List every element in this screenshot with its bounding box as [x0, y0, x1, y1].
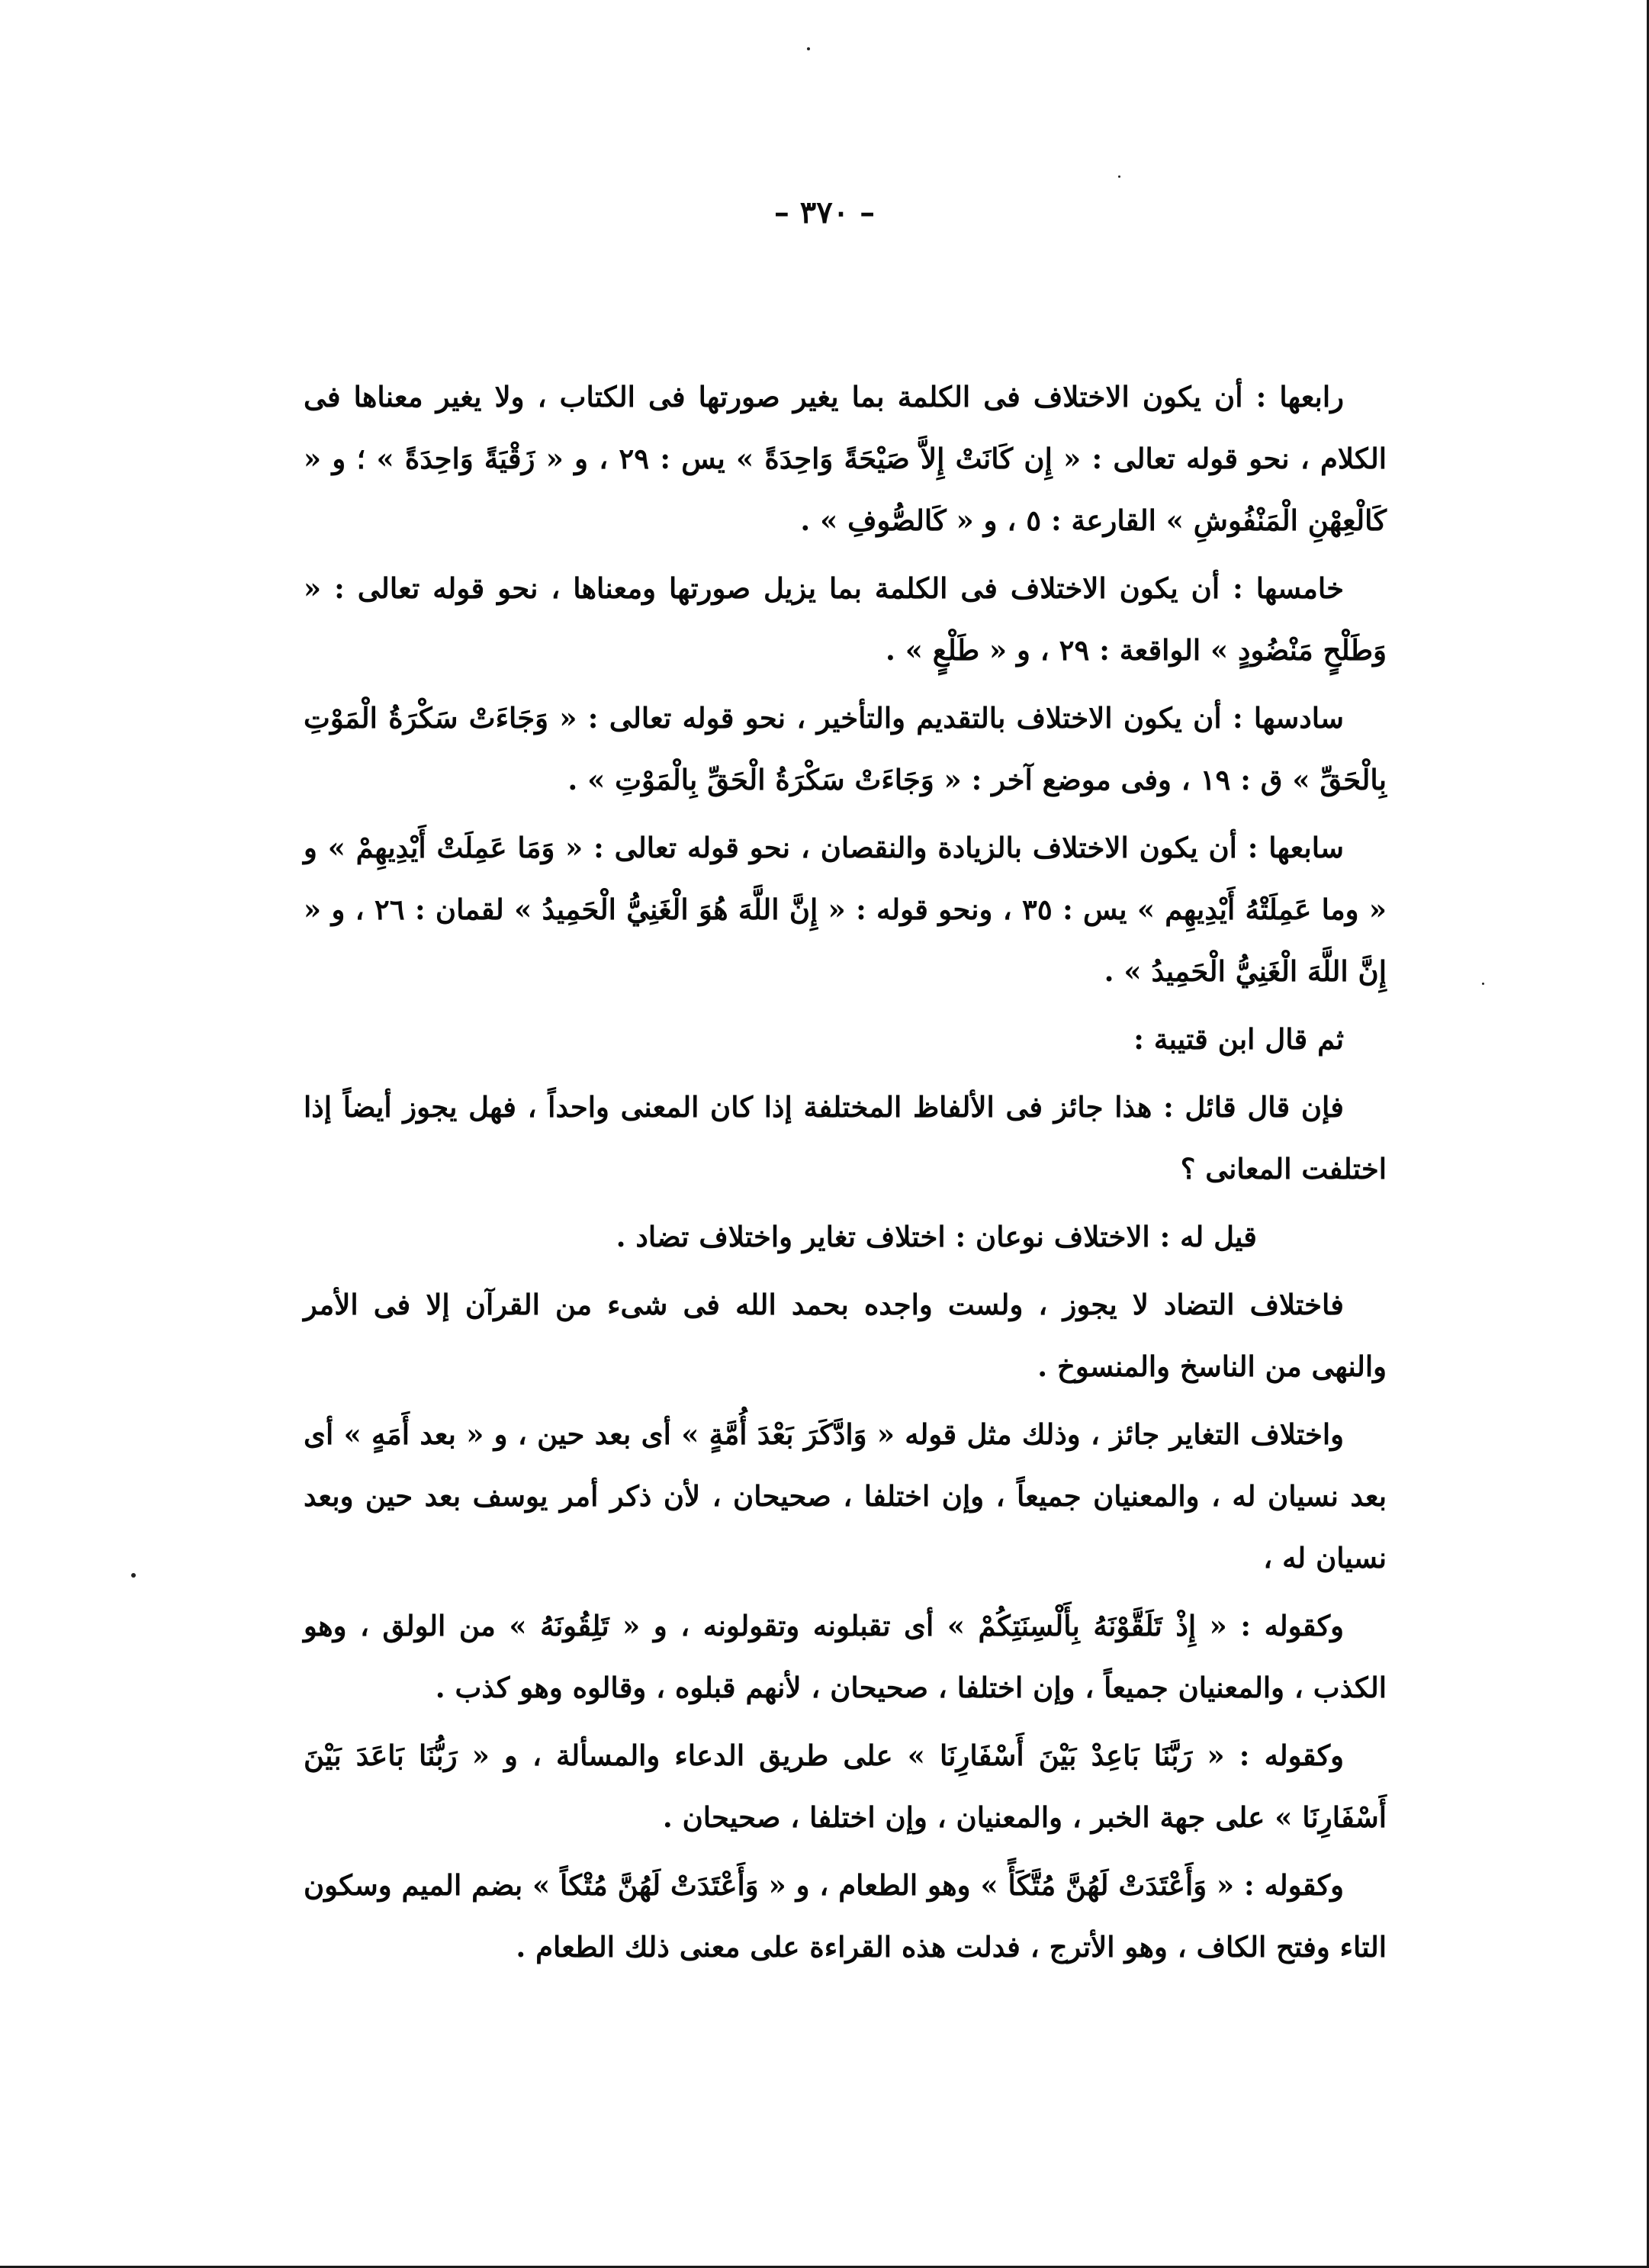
paragraph-question: فإن قال قائل : هذا جائز فى الألفاظ المختلفة إذا كان المعنى واحداً ، فهل يجوز أيضاً إذا اختلفت المعانى ؟	[304, 1090, 1387, 1185]
paragraph-variation: واختلاف التغاير جائز ، وذلك مثل قوله « وَادَّكَرَ بَعْدَ أُمَّةٍ » أى بعد حين ، و « بعد أَمَهٍ » أى بعد نسيان له ، والمعنيان جميعاً ، وإن اختلفا ، صحيحان ، لأن ذكر أمر يوسف بعد حين وبعد نسيان له ،	[304, 1417, 1387, 1575]
paragraph-fourth: رابعها : أن يكون الاختلاف فى الكلمة بما يغير صورتها فى الكتاب ، ولا يغير معناها فى الكلام ، نحو قوله تعالى : « إِن كَانَتْ إِلاَّ صَيْحَةً وَاحِدَةً » يس : ٢٩ ، و « زَقْيَةً وَاحِدَةً » ؛ و « كَالْعِهْنِ الْمَنْفُوشِ » القارعة : ٥ ، و « كَالصُّوفِ » .	[304, 380, 1387, 537]
paragraph-example-baid: وكقوله : « رَبَّنَا بَاعِدْ بَيْنَ أَسْفَارِنَا » على طريق الدعاء والمسألة ، و « رَبُّنَا بَاعَدَ بَيْنَ أَسْفَارِنَا » على جهة الخبر ، والمعنيان ، وإن اختلفا ، صحيحان .	[304, 1739, 1387, 1834]
paragraph-contradiction: فاختلاف التضاد لا يجوز ، ولست واجده بحمد الله فى شىء من القرآن إلا فى الأمر والنهى من الناسخ والمنسوخ .	[304, 1288, 1387, 1383]
page-number: – ٣٧٠ –	[773, 195, 876, 230]
scan-speck	[807, 47, 810, 50]
paragraph-fifth: خامسها : أن يكون الاختلاف فى الكلمة بما يزيل صورتها ومعناها ، نحو قوله تعالى : « وَطَلْحٍ مَنْضُودٍ » الواقعة : ٢٩ ، و « طَلْعٍ » .	[304, 571, 1387, 667]
paragraph-example-muttaka: وكقوله : « وَأَعْتَدَتْ لَهُنَّ مُتَّكَأً » وهو الطعام ، و « وَأَعْتَدَتْ لَهُنَّ مُتْكاً » بضم الميم وسكون التاء وفتح الكاف ، وهو الأترج ، فدلت هذه القراءة على معنى ذلك الطعام .	[304, 1868, 1387, 1964]
paragraph-sixth: سادسها : أن يكون الاختلاف بالتقديم والتأخير ، نحو قوله تعالى : « وَجَاءَتْ سَكْرَةُ الْمَوْتِ بِالْحَقِّ » ق : ١٩ ، وفى موضع آخر : « وَجَاءَتْ سَكْرَةُ الْحَقِّ بِالْمَوْتِ » .	[304, 701, 1387, 796]
scan-speck	[131, 1573, 136, 1578]
paragraph-example-talaqqawnahu: وكقوله : « إِذْ تَلَقَّوْنَهُ بِأَلْسِنَتِكُمْ » أى تقبلونه وتقولونه ، و « تَلِقُونَهُ » من الولق ، وهو الكذب ، والمعنيان جميعاً ، وإن اختلفا ، صحيحان ، لأنهم قبلوه ، وقالوه وهو كذب .	[304, 1609, 1387, 1704]
paragraph-seventh: سابعها : أن يكون الاختلاف بالزيادة والنقصان ، نحو قوله تعالى : « وَمَا عَمِلَتْ أَيْدِيهِمْ » و « وما عَمِلَتْهُ أَيْدِيهِم » يس : ٣٥ ، ونحو قوله : « إِنَّ اللَّهَ هُوَ الْغَنِيُّ الْحَمِيدُ » لقمان : ٢٦ ، و « إِنَّ اللَّهَ الْغَنِيُّ الْحَمِيدُ » .	[304, 831, 1387, 988]
paragraph-answer: قيل له : الاختلاف نوعان : اختلاف تغاير واختلاف تضاد .	[616, 1220, 1257, 1253]
paragraph-ibn-qutaybah: ثم قال ابن قتيبة :	[1133, 1022, 1344, 1056]
document-body	[304, 366, 1387, 1984]
scan-speck	[1482, 983, 1484, 985]
scan-speck	[1118, 175, 1120, 178]
